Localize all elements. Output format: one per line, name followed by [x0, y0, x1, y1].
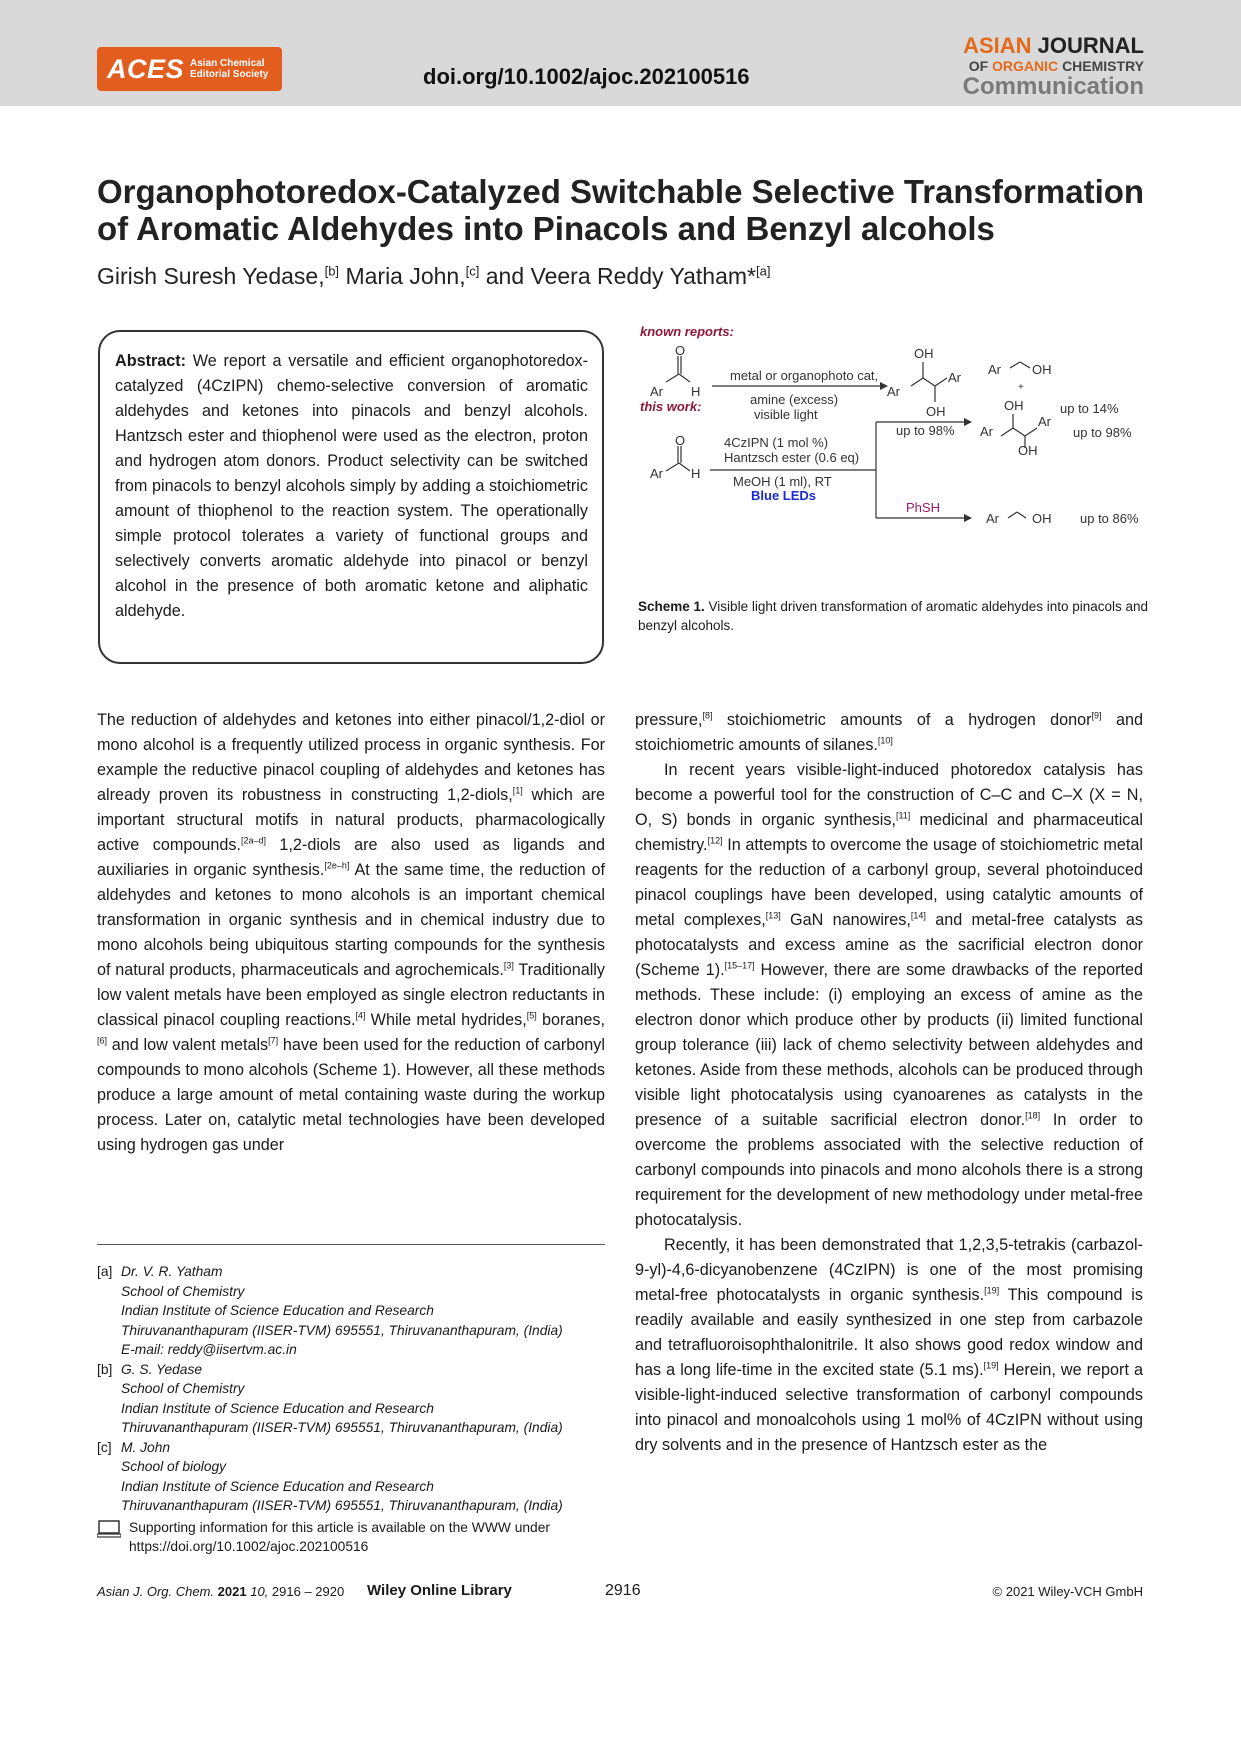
citation[interactable]: [9]: [1091, 710, 1102, 721]
hydrogen-atom: H: [691, 466, 701, 481]
footnote-line: Thiruvananthapuram (IISER-TVM) 695551, Thiruvananthapuram, (India): [121, 1420, 563, 1435]
known-reports-label: known reports:: [640, 324, 734, 339]
footnote-name: G. S. Yedase: [121, 1361, 203, 1377]
aldehyde-structure: [666, 356, 690, 382]
supporting-info-note: [97, 1518, 605, 1556]
citation[interactable]: [13]: [765, 910, 781, 921]
benzyl-alcohol-structure: [1010, 362, 1030, 368]
this-work-label: this work:: [640, 399, 702, 414]
body-text: and stoichiometric amounts of silanes.: [635, 711, 1143, 754]
aces-logo-text: ACES: [107, 53, 185, 84]
known-condition-light: visible light: [754, 407, 818, 422]
journal-name-journal: JOURNAL: [1037, 33, 1144, 58]
aces-society-name: [190, 58, 268, 80]
body-text: pressure,: [635, 711, 703, 729]
affiliation-footnotes: [97, 1262, 607, 1516]
body-text: 1,2-diols are also used as ligands and auxiliaries in organic synthesis.: [97, 836, 605, 879]
hydroxyl-label: OH: [1032, 511, 1052, 526]
footnote-line: Indian Institute of Science Education and Research: [121, 1303, 434, 1318]
body-text: In attempts to overcome the usage of stoichiometric metal reagents for the reduction of a carbonyl group, several photoinduced pinacol couplings have been developed, using catalytic amounts of metal complexes,: [635, 836, 1143, 929]
benzyl-alcohol-structure: [1008, 512, 1026, 518]
arrow-head: [964, 514, 972, 522]
body-paragraph: [635, 708, 1143, 758]
aryl-group: Ar: [650, 384, 663, 399]
body-text: At the same time, the reduction of aldehydes and ketones to mono alcohols is an important chemical transformation in organic synthesis and in chemical industry due to mono alcohols being ubiquitous starting compounds for the synthesis of natural products, pharmaceuticals and agrochemicals.: [97, 861, 605, 979]
footnote-name: Dr. V. R. Yatham: [121, 1264, 223, 1279]
aces-society-line1: Asian Chemical: [190, 58, 265, 69]
author-name: Girish Suresh Yedase,: [97, 263, 325, 289]
journal-name-chemistry: CHEMISTRY: [1062, 58, 1144, 74]
aryl-group: Ar: [948, 370, 961, 385]
body-text: boranes,: [536, 1011, 605, 1029]
body-text: The reduction of aldehydes and ketones into either pinacol/1,2-diol or mono alcohol is a frequently utilized process in organic synthesis. For example the reductive pinacol coupling of aldehydes and ketones has already proven its robustness in constructing 1,2-diols,: [97, 711, 605, 804]
known-condition-amine: amine (excess): [750, 392, 839, 407]
body-column-left: [97, 708, 605, 1158]
body-paragraph: [635, 758, 1143, 1233]
benzyl-alcohol-yield: up to 86%: [1080, 511, 1139, 526]
aryl-group: Ar: [1038, 414, 1051, 429]
journal-name-asian: ASIAN: [963, 33, 1032, 58]
hydroxyl-label: OH: [1018, 443, 1038, 458]
supporting-info-text[interactable]: Supporting information for this article is available on the WWW under https://doi.org/10.1002/ajoc.202100516: [129, 1520, 550, 1554]
abstract-text: We report a versatile and efficient organophotoredox-catalyzed (4CzIPN) chemo-selective conversion of aromatic aldehydes and ketones into pinacols and benzyl alcohols. Hantzsch ester and thiophenol were used as the electron, proton and hydrogen atom donors. Product selectivity can be switched from pinacols to benzyl alcohols simply by adding a stoichiometric amount of thiophenol to the reaction system. The operationally simple protocol tolerates a variety of functional groups and selectively converts aromatic aldehyde into pinacol or benzyl alcohol in the presence of both aromatic ketone and aliphatic aldehyde.: [115, 352, 588, 620]
footnote-name: M. John: [121, 1439, 171, 1455]
email-link[interactable]: E-mail: reddy@iisertvm.ac.in: [121, 1342, 297, 1357]
citation[interactable]: [19]: [984, 1285, 1000, 1296]
oxygen-atom: O: [675, 433, 686, 448]
journal-name-organic: ORGANIC: [992, 58, 1059, 74]
pinacol-structure: [911, 362, 947, 402]
footnote-line: School of Chemistry: [121, 1381, 245, 1396]
footnote-label: [a]: [97, 1264, 113, 1279]
thiophenol-reagent: PhSH: [906, 500, 940, 515]
solvent-condition: MeOH (1 ml), RT: [733, 474, 832, 489]
abstract-label: Abstract:: [115, 352, 187, 370]
aces-society-line2: Editorial Society: [190, 69, 269, 80]
footnote-label: [c]: [97, 1439, 112, 1455]
known-pinacol-yield: up to 98%: [896, 423, 955, 438]
caption-text: Visible light driven transformation of aromatic aldehydes into pinacols and benzyl alcohols.: [638, 599, 1149, 633]
known-condition-catalyst: metal or organophoto cat,: [730, 368, 879, 383]
body-text: have been used for the reduction of carbonyl compounds to mono alcohols (Scheme 1). However, all these methods produce a large amount of metal containing waste during the workup process. Later on, catalytic metal technologies have been developed using hydrogen gas under: [97, 1036, 605, 1154]
footnote-line: Indian Institute of Science Education and Research: [121, 1478, 434, 1494]
abstract-box: [98, 330, 604, 664]
article-type: Communication: [962, 73, 1144, 100]
citation[interactable]: [5]: [526, 1010, 537, 1021]
footnote-line: School of Chemistry: [121, 1283, 245, 1299]
body-text: medicinal and pharmaceutical chemistry.: [635, 811, 1143, 854]
copyright-notice: © 2021 Wiley-VCH GmbH: [992, 1584, 1143, 1599]
footnote-line: Thiruvananthapuram (IISER-TVM) 695551, Thiruvananthapuram, (India): [121, 1498, 563, 1513]
citation[interactable]: [1]: [512, 785, 523, 796]
journal-logo: [963, 34, 1144, 100]
oxygen-atom: O: [675, 343, 686, 358]
citation-pages: 2916 – 2920: [271, 1584, 345, 1599]
citation[interactable]: [14]: [910, 910, 926, 921]
hydroxyl-label: OH: [1004, 398, 1024, 413]
body-text: Herein, we report a visible-light-induced selective transformation of carbonyl compounds into pinacol and monoalcohols using 1 mol% of 4CzIPN without using dry solvents and in the presence of Hantzsch ester as the: [635, 1361, 1143, 1454]
aryl-group: Ar: [887, 384, 900, 399]
citation[interactable]: [2a–d]: [240, 835, 266, 846]
body-text: and low valent metals: [107, 1036, 269, 1054]
blue-leds-condition: Blue LEDs: [751, 488, 817, 503]
aryl-group: Ar: [650, 466, 663, 481]
footnote-line: Thiruvananthapuram (IISER-TVM) 695551, Thiruvananthapuram, (India): [121, 1322, 563, 1338]
aldehyde-structure: [666, 446, 690, 471]
body-text: which are important structural motifs in natural products, pharmacologically active compounds.: [97, 786, 605, 854]
citation[interactable]: [4]: [355, 1010, 366, 1021]
body-text: In order to overcome the problems associated with the selective reduction of carbonyl compounds into pinacols and mono alcohols there is a strong requirement for the development of new methodology under metal-free photocatalysis.: [635, 1111, 1143, 1229]
body-text: While metal hydrides,: [365, 1011, 527, 1029]
footnote-line: School of biology: [121, 1459, 227, 1474]
aryl-group: Ar: [980, 424, 993, 439]
citation-year: 2021: [217, 1584, 247, 1599]
journal-name-of: OF: [968, 58, 989, 74]
footnote-a: [97, 1262, 607, 1360]
affiliation-mark: [c]: [465, 263, 480, 279]
body-text: However, there are some drawbacks of the reported methods. These include: (i) employing an excess of amine as the electron donor which produce other by products (ii) limited functional group tolerance (iii) lack of chemo selectivity between aldehydes and ketones. Aside from these methods, alcohols can be produced through visible light photocatalysis using cyanoarenes as catalysts in the presence of a suitable sacrificial electron donor.: [635, 961, 1143, 1129]
body-text: Recently, it has been demonstrated that 1,2,3,5-tetrakis (carbazol-9-yl)-4,6-dicyanobenzene (4CzIPN) is one of the most promising metal-free photocatalysts in organic synthesis.: [635, 1236, 1143, 1304]
hydroxyl-label: OH: [914, 346, 934, 361]
body-paragraph: [97, 708, 605, 1158]
citation[interactable]: [18]: [1025, 1110, 1041, 1121]
plus-sign: +: [1018, 382, 1024, 393]
author-list: [97, 263, 770, 290]
article-title: Organophotoredox-Catalyzed Switchable Selective Transformation of Aromatic Aldehydes into Pinacols and Benzyl alcohols: [97, 173, 1145, 247]
citation[interactable]: [8]: [702, 710, 713, 721]
citation[interactable]: [11]: [895, 810, 911, 821]
computer-icon: [97, 1520, 121, 1538]
hydrogen-atom: H: [691, 384, 701, 399]
citation[interactable]: [12]: [707, 835, 723, 846]
page-footer: [97, 1582, 1143, 1604]
aces-logo: [97, 47, 282, 91]
aryl-group: Ar: [988, 362, 1001, 377]
footnote-c: [97, 1438, 607, 1516]
arrow-head: [964, 418, 972, 426]
caption-label: Scheme 1.: [638, 599, 705, 614]
citation-volume: 10,: [250, 1584, 269, 1599]
citation[interactable]: [15–17]: [724, 960, 755, 971]
body-text: and metal-free catalysts as photocatalysts and excess amine as the sacrificial electron donor (Scheme 1).: [635, 911, 1144, 979]
citation-line: [97, 1584, 344, 1599]
wiley-online-library-link[interactable]: Wiley Online Library: [367, 1582, 512, 1599]
hydroxyl-label: OH: [1032, 362, 1052, 377]
footnote-b: [97, 1360, 607, 1438]
body-text: This compound is readily available and easily synthesized in one step from carbazole and tetrafluoroisophthalonitrile. It also shows good redox window and has a long life-time in the excited state (5.1 ms).: [635, 1286, 1143, 1379]
footnote-label: [b]: [97, 1361, 113, 1377]
aryl-group: Ar: [986, 511, 999, 526]
affiliation-mark: [b]: [324, 263, 340, 279]
body-text: stoichiometric amounts of a hydrogen donor: [712, 711, 1092, 729]
body-column-right: [635, 708, 1143, 1458]
catalyst-condition: 4CzIPN (1 mol %): [724, 435, 829, 450]
citation[interactable]: [7]: [268, 1035, 279, 1046]
author-name: Maria John,: [339, 263, 466, 289]
pinacol-yield: up to 98%: [1073, 425, 1132, 440]
citation[interactable]: [3]: [503, 960, 514, 971]
citation[interactable]: [6]: [97, 1035, 108, 1046]
body-text: Traditionally low valent metals have been employed as single electron reductants in classical pinacol coupling reactions.: [97, 961, 605, 1029]
body-text: GaN nanowires,: [780, 911, 911, 929]
citation[interactable]: [19]: [983, 1360, 999, 1371]
doi-link[interactable]: doi.org/10.1002/ajoc.202100516: [423, 64, 750, 89]
known-alcohol-yield: up to 14%: [1060, 401, 1119, 416]
page-number: 2916: [605, 1582, 641, 1599]
footnote-line: Indian Institute of Science Education and Research: [121, 1400, 434, 1416]
citation[interactable]: [2e–h]: [324, 860, 350, 871]
hantzsch-ester-condition: Hantzsch ester (0.6 eq): [724, 450, 860, 465]
reaction-scheme-figure: [630, 318, 1145, 590]
body-text: In recent years visible-light-induced photoredox catalysis has become a powerful tool for the construction of C–C and C–X (X = N, O, S) bonds in organic synthesis,: [635, 761, 1143, 829]
journal-abbrev: Asian J. Org. Chem.: [97, 1584, 215, 1599]
affiliation-mark: [a]: [755, 263, 771, 279]
author-name: and Veera Reddy Yatham*: [479, 263, 756, 289]
hydroxyl-label: OH: [926, 404, 946, 419]
scheme-caption: [638, 597, 1150, 635]
body-paragraph: [635, 1233, 1143, 1458]
footnote-divider: [97, 1244, 605, 1245]
citation[interactable]: [10]: [877, 735, 893, 746]
